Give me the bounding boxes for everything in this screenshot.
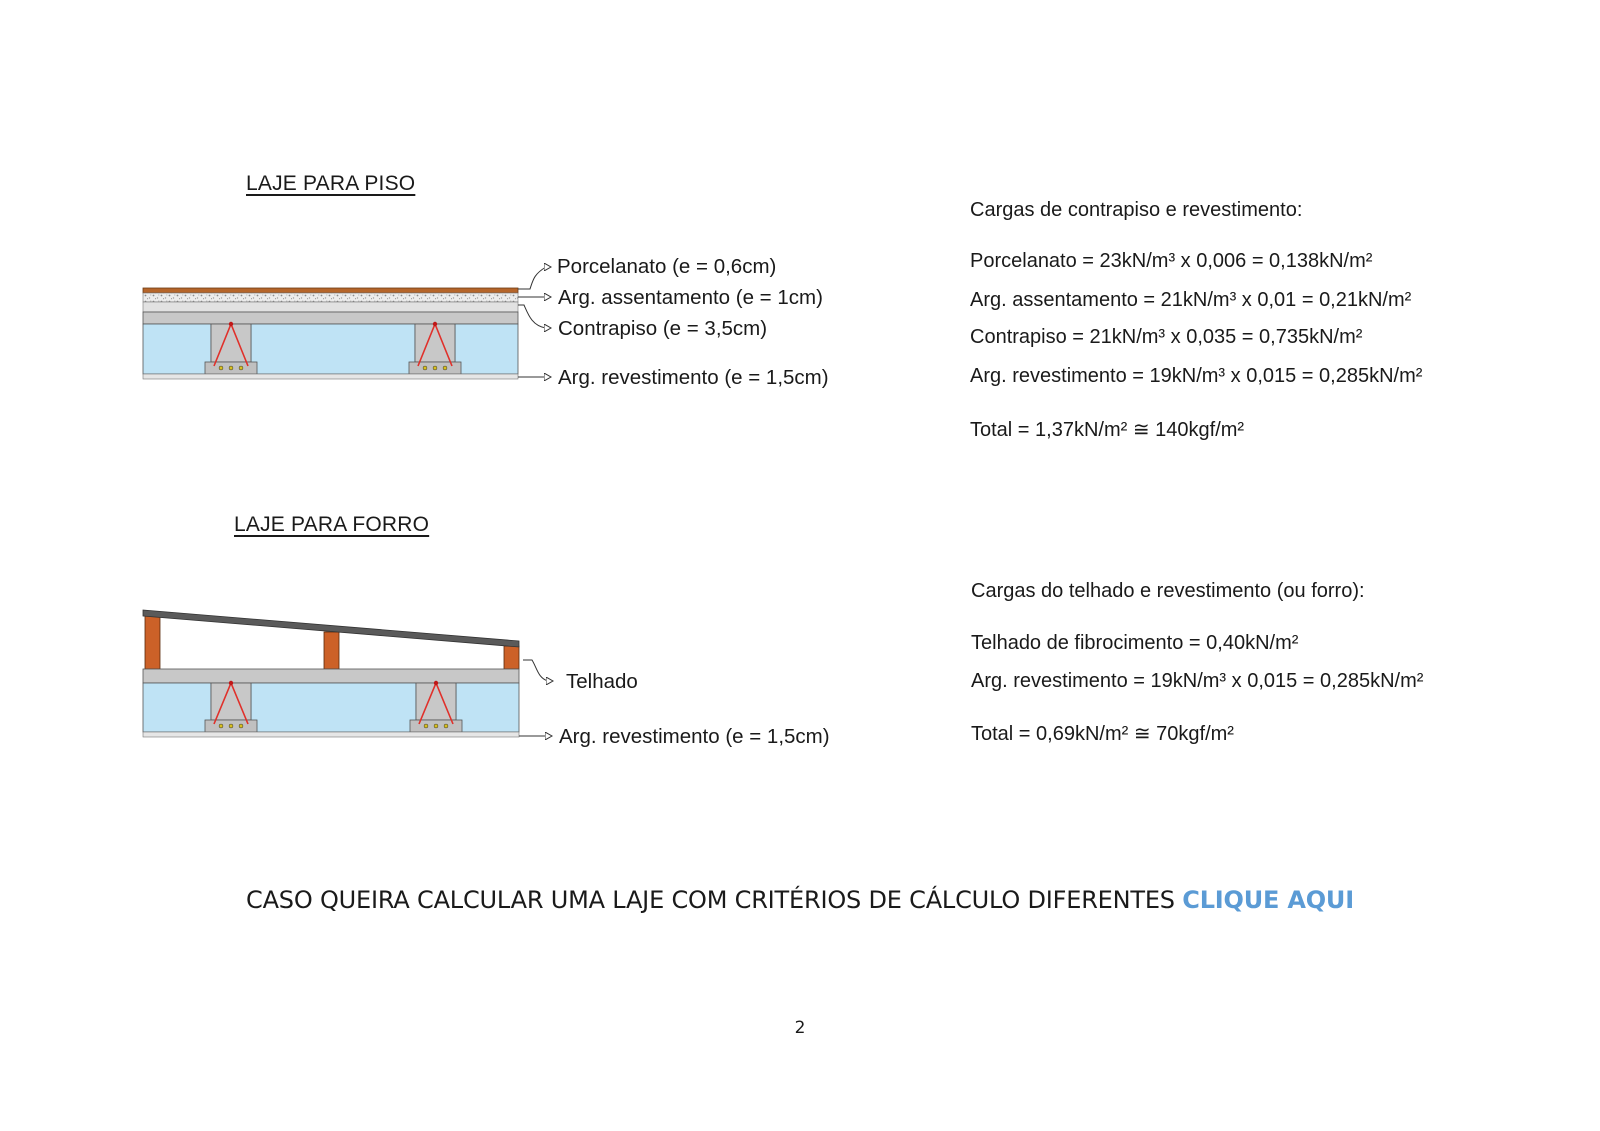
forro-calc-line: Arg. revestimento = 19kN/m³ x 0,015 = 0,285kN/m² <box>971 670 1424 692</box>
piso-calc-line: Contrapiso = 21kN/m³ x 0,035 = 0,735kN/m² <box>970 326 1363 348</box>
label-contrapiso: Contrapiso (e = 3,5cm) <box>558 317 768 340</box>
page-number: 2 <box>794 1018 806 1038</box>
eps-block <box>143 683 211 732</box>
eps-block <box>455 324 518 374</box>
slab-capa <box>143 669 519 683</box>
joist-rib <box>211 683 251 720</box>
label-assentamento: Arg. assentamento (e = 1cm) <box>558 286 823 309</box>
forro-title: LAJE PARA FORRO <box>234 513 430 536</box>
eps-block <box>251 683 416 732</box>
forro-calc-line: Telhado de fibrocimento = 0,40kN/m² <box>971 632 1299 654</box>
forro-slab-diagram <box>143 610 553 737</box>
label-revestimento-forro: Arg. revestimento (e = 1,5cm) <box>559 725 830 748</box>
revestimento-layer <box>143 732 519 737</box>
leader-telhado <box>523 660 553 681</box>
piso-calc-line: Arg. assentamento = 21kN/m³ x 0,01 = 0,21kN/m² <box>970 289 1412 311</box>
eps-block <box>143 324 211 374</box>
piso-slab-diagram <box>143 267 551 379</box>
joist-rib <box>416 683 456 720</box>
joist-rib <box>415 324 455 362</box>
wood-post <box>324 632 339 669</box>
leader-porcelanato <box>518 267 551 289</box>
leader-contrapiso <box>518 305 551 328</box>
piso-calc-line: Arg. revestimento = 19kN/m³ x 0,015 = 0,285kN/m² <box>970 365 1423 387</box>
label-revestimento-piso: Arg. revestimento (e = 1,5cm) <box>558 366 829 389</box>
piso-calc-heading: Cargas de contrapiso e revestimento: <box>970 199 1303 221</box>
piso-calc-line: Porcelanato = 23kN/m³ x 0,006 = 0,138kN/m² <box>970 250 1373 272</box>
label-porcelanato: Porcelanato (e = 0,6cm) <box>557 255 777 278</box>
piso-title: LAJE PARA PISO <box>246 172 416 195</box>
slab-capa <box>143 312 518 324</box>
forro-calc-heading: Cargas do telhado e revestimento (ou forro): <box>971 580 1365 602</box>
piso-calc-total: Total = 1,37kN/m² ≅ 140kgf/m² <box>970 419 1245 441</box>
porcelanato-layer <box>143 288 518 293</box>
cta-line <box>0 886 1600 914</box>
wood-post <box>145 616 160 669</box>
wood-post <box>504 646 519 669</box>
contrapiso-layer <box>143 302 518 312</box>
joist-rib <box>211 324 251 362</box>
cta-link[interactable]: CLIQUE AQUI <box>1182 886 1354 914</box>
eps-block <box>251 324 415 374</box>
assentamento-layer <box>143 293 518 302</box>
revestimento-layer <box>143 374 518 379</box>
eps-block <box>456 683 519 732</box>
forro-calc-total: Total = 0,69kN/m² ≅ 70kgf/m² <box>971 723 1234 745</box>
cta-text: CASO QUEIRA CALCULAR UMA LAJE COM CRITÉRIOS DE CÁLCULO DIFERENTES <box>246 886 1183 914</box>
label-telhado: Telhado <box>566 670 638 693</box>
